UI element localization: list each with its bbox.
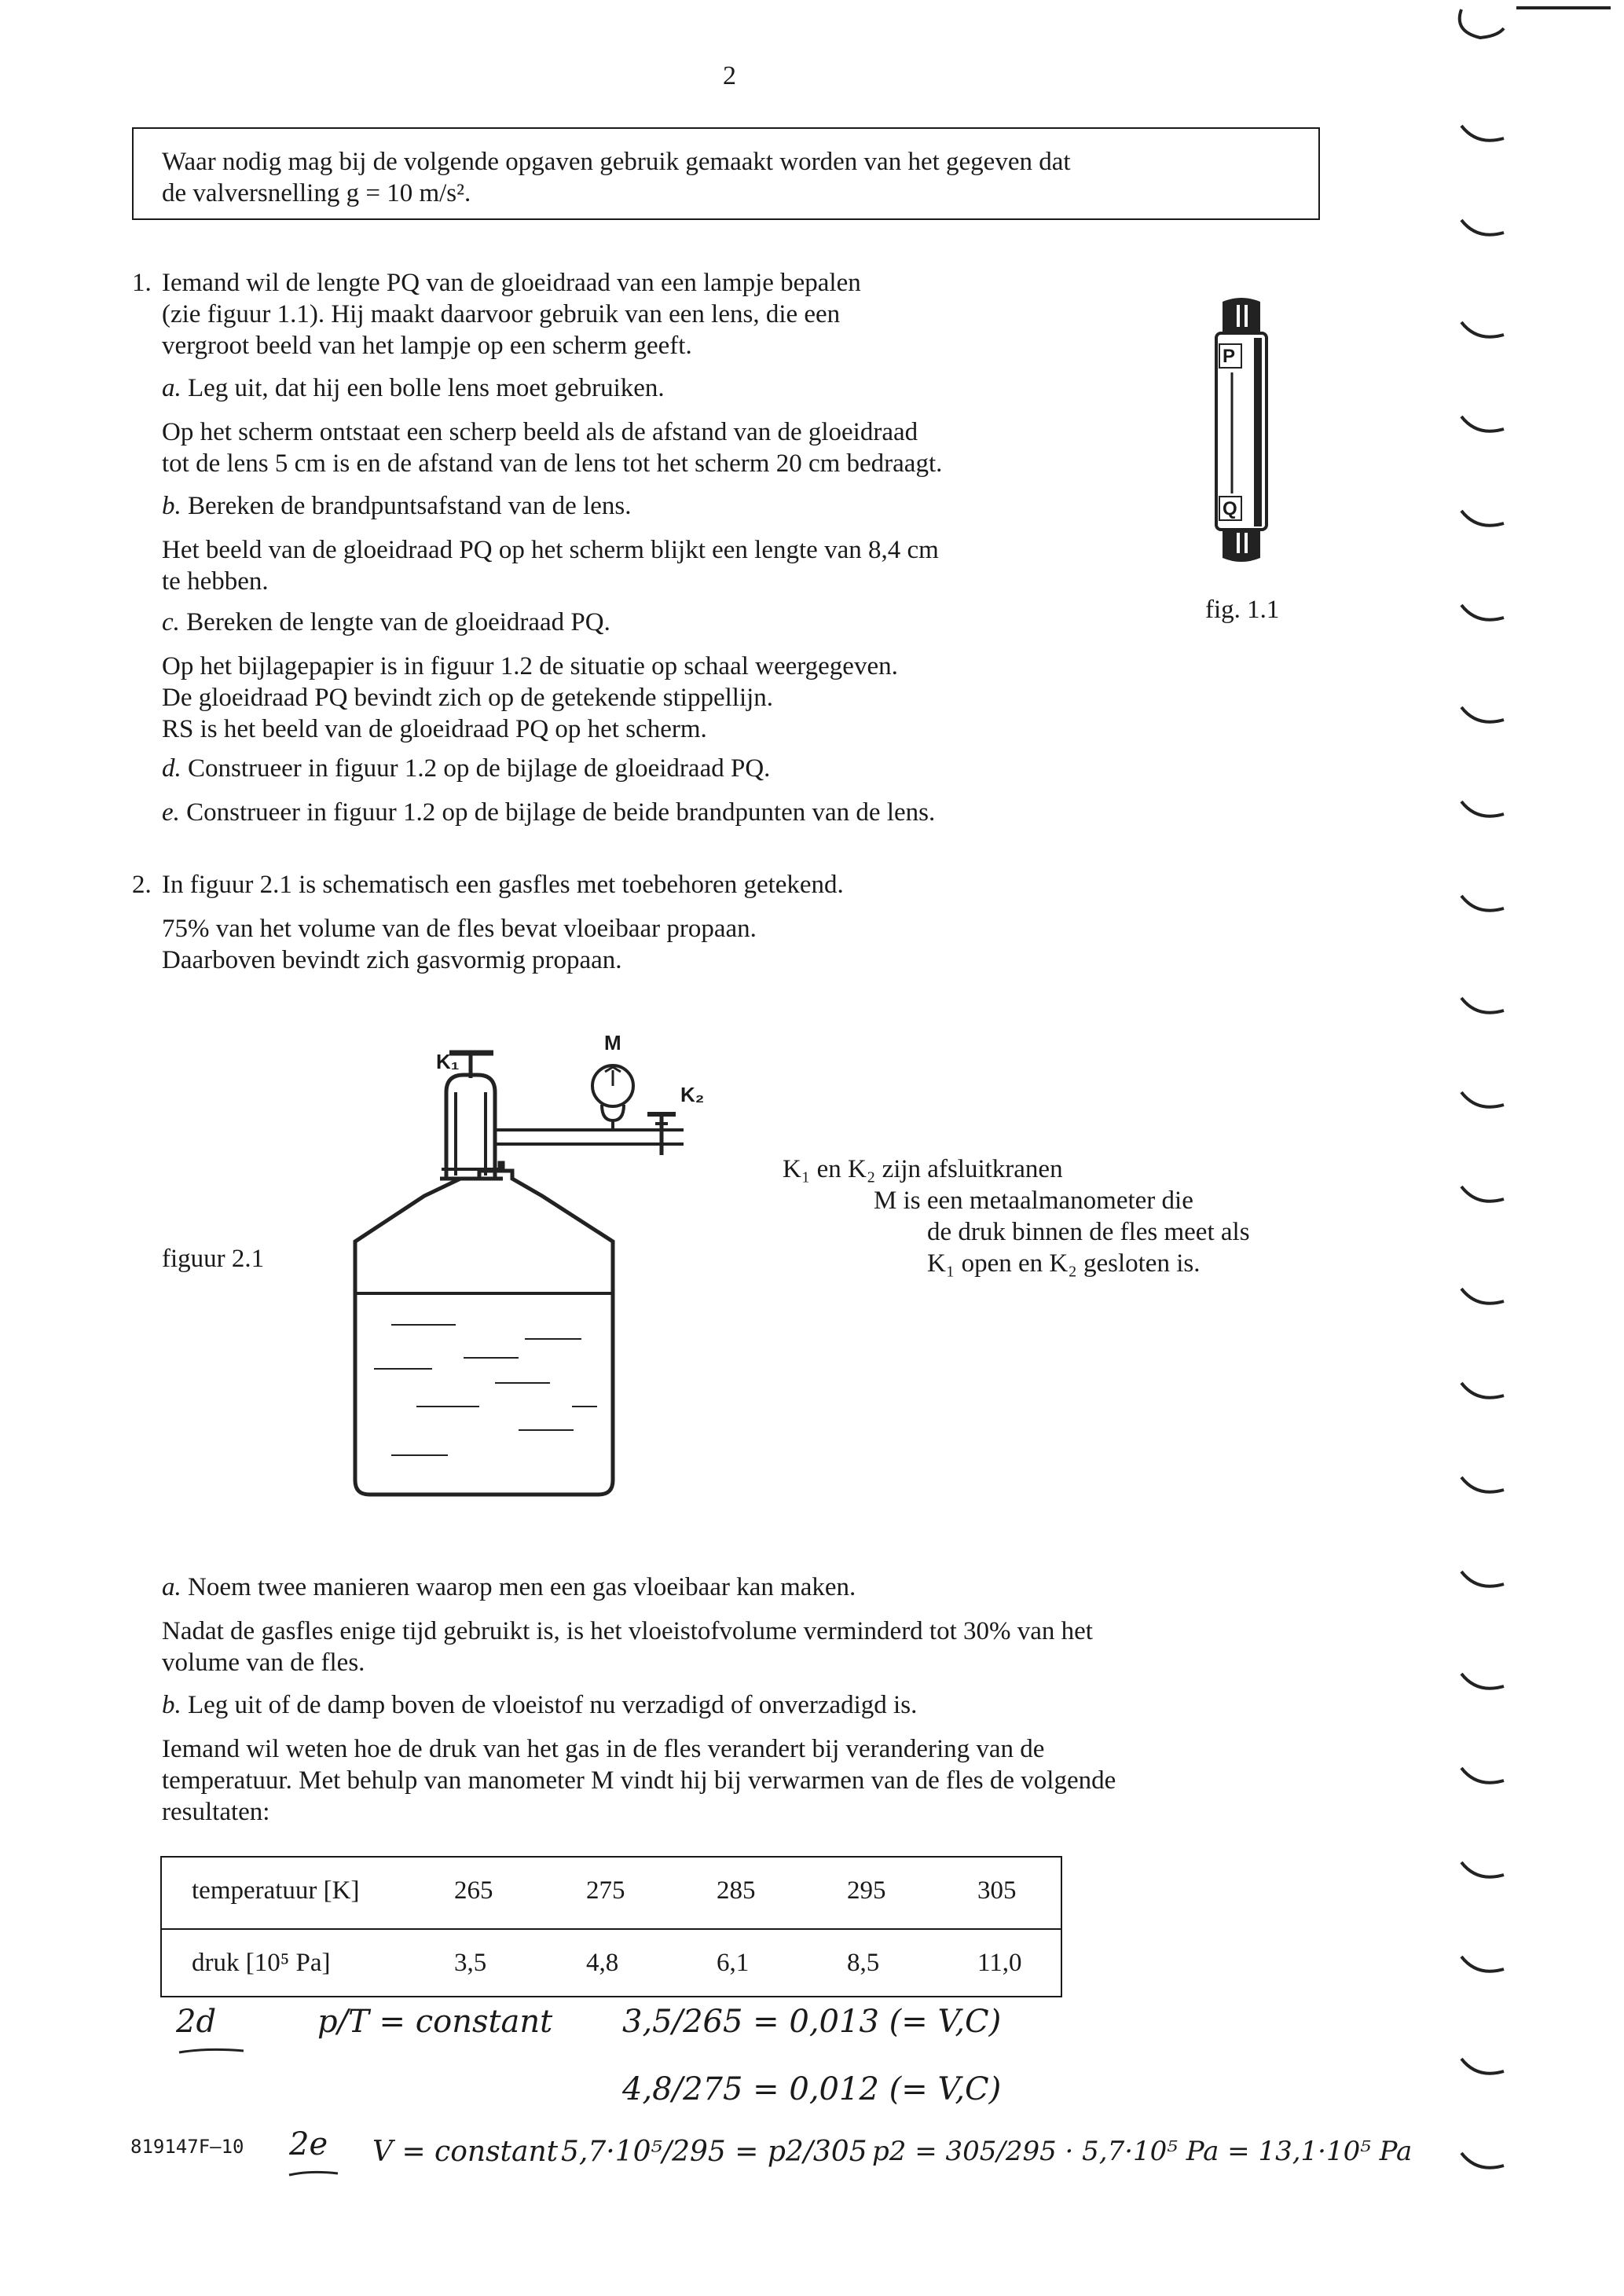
footer-code: 819147F–10 — [130, 2136, 244, 2158]
table-cell: 6,1 — [717, 1949, 750, 1977]
legend-line-4: K₁ open en K₂ gesloten is. — [927, 1249, 1201, 1278]
table-row-temperature — [162, 1858, 1061, 1928]
q1-a — [162, 372, 665, 404]
table-row-label: druk [10⁵ Pa] — [192, 1949, 331, 1977]
q2-a-label: a. — [162, 1573, 181, 1601]
notice-line-1: Waar nodig mag bij de volgende opgaven gebruik gemaakt worden van het gegeven dat — [162, 148, 1071, 176]
q1-a-label: a. — [162, 374, 181, 402]
q1-info-3-line-2: De gloeidraad PQ bevindt zich op de getekende stippellijn. — [162, 684, 774, 712]
binder-holes — [1446, 0, 1619, 2296]
q1-info-2-line-2: te hebben. — [162, 567, 269, 596]
q2-b — [162, 1689, 917, 1721]
lamp-label-q: Q — [1223, 498, 1237, 519]
hw-result-2e: p2 = 305/295 · 5,7·10⁵ Pa = 13,1·10⁵ Pa — [872, 2136, 1413, 2167]
lamp-bottom-pin — [1237, 533, 1240, 553]
q1-info-3 — [162, 651, 1223, 745]
q1-e-label: e. — [162, 798, 180, 827]
q1-info-1-line-1: Op het scherm ontstaat een scherp beeld als de afstand van de gloeidraad — [162, 418, 918, 446]
q1-info-3-line-1: Op het bijlagepapier is in figuur 1.2 de situatie op schaal weergegeven. — [162, 652, 898, 680]
legend-line-2: M is een metaalmanometer die — [874, 1187, 1193, 1215]
manometer-connector — [602, 1105, 624, 1130]
table-cell: 305 — [977, 1876, 1017, 1905]
q1-number: 1. — [132, 269, 152, 297]
q2-intro: In figuur 2.1 is schematisch een gasfles met toebehoren getekend. — [162, 871, 844, 899]
q2-info-1-line-2: Daarboven bevindt zich gasvormig propaan. — [162, 946, 622, 974]
q1-d — [162, 753, 770, 784]
table-row-pressure — [162, 1928, 1061, 2001]
legend-line-1: K₁ en K₂ zijn afsluitkranen — [783, 1155, 1063, 1183]
q1-d-label: d. — [162, 754, 181, 783]
fig-2-1-legend — [783, 1154, 1333, 1279]
q2-info-2-line-1: Nadat de gasfles enige tijd gebruikt is, is het vloeistofvolume verminderd tot 30% van het — [162, 1617, 1093, 1645]
fig-1-1-caption: fig. 1.1 — [1205, 596, 1280, 624]
q2-a — [162, 1572, 856, 1603]
lamp-top-pin — [1237, 305, 1240, 327]
q1-c-label: c. — [162, 608, 180, 636]
q2-info-1-line-1: 75% van het volume van de fles bevat vloeibaar propaan. — [162, 915, 757, 943]
q1-info-2 — [162, 534, 1223, 597]
notice-box — [132, 127, 1320, 220]
q1-intro — [162, 267, 1183, 361]
table-cell: 3,5 — [454, 1949, 487, 1977]
q2-info-2-line-2: volume van de fles. — [162, 1649, 365, 1677]
q2-info-3-line-3: resultaten: — [162, 1798, 270, 1826]
hw-label-2d: 2d — [176, 2004, 217, 2040]
q2-info-2 — [162, 1616, 1340, 1678]
q1-b — [162, 490, 631, 522]
q1-intro-line-3: vergroot beeld van het lampje op een scherm geeft. — [162, 332, 692, 360]
q1-d-text: Construeer in figuur 1.2 op de bijlage de gloeidraad PQ. — [188, 754, 771, 783]
hw-calc-2d-2: 4,8/275 = 0,012 (= V,C) — [622, 2071, 1002, 2107]
hw-formula-2e: V = constant — [372, 2136, 559, 2168]
q1-a-text: Leg uit, dat hij een bolle lens moet gebruiken. — [188, 374, 665, 402]
bottle-body — [355, 1163, 613, 1495]
q2-info-3-line-2: temperatuur. Met behulp van manometer M vindt hij bij verwarmen van de fles de volgende — [162, 1766, 1116, 1795]
q2-number: 2. — [132, 871, 152, 899]
table-cell: 265 — [454, 1876, 493, 1905]
q1-b-text: Bereken de brandpuntsafstand van de lens. — [188, 492, 632, 520]
q2-b-text: Leg uit of de damp boven de vloeistof nu verzadigd of onverzadigd is. — [188, 1691, 918, 1719]
valve-k1-housing — [446, 1075, 495, 1179]
q1-intro-line-1: Iemand wil de lengte PQ van de gloeidraad van een lampje bepalen — [162, 269, 861, 297]
table-cell: 295 — [847, 1876, 886, 1905]
q1-info-3-line-3: RS is het beeld van de gloeidraad PQ op het scherm. — [162, 715, 707, 743]
notice-line-2: de valversnelling g = 10 m/s². — [162, 179, 471, 207]
table-cell: 285 — [717, 1876, 756, 1905]
hw-underline-2d — [176, 2046, 247, 2057]
table-cell: 275 — [586, 1876, 625, 1905]
hw-formula-2d: p/T = constant — [317, 2004, 553, 2040]
hw-label-2e: 2e — [289, 2126, 328, 2162]
results-table — [160, 1856, 1062, 1997]
fig-label-m: M — [604, 1031, 621, 1054]
q1-info-1 — [162, 416, 1223, 479]
table-cell: 8,5 — [847, 1949, 880, 1977]
legend-line-3: de druk binnen de fles meet als — [927, 1218, 1250, 1246]
table-cell: 11,0 — [977, 1949, 1022, 1977]
q2-info-3 — [162, 1733, 1340, 1828]
q2-b-label: b. — [162, 1691, 181, 1719]
q1-info-2-line-1: Het beeld van de gloeidraad PQ op het scherm blijkt een lengte van 8,4 cm — [162, 536, 939, 564]
page-number: 2 — [723, 61, 736, 90]
q1-intro-line-2: (zie figuur 1.1). Hij maakt daarvoor gebruik van een lens, die een — [162, 300, 841, 328]
q1-b-label: b. — [162, 492, 181, 520]
lamp-bottom-pin-2 — [1245, 533, 1248, 553]
lamp-bottom-cap — [1223, 530, 1260, 562]
table-cell: 4,8 — [586, 1949, 619, 1977]
binder-hole-marks — [1460, 8, 1611, 2168]
hw-calc-2e: 5,7·10⁵/295 = p2/305 — [561, 2136, 867, 2168]
q1-c — [162, 607, 610, 638]
hw-underline-2e — [286, 2169, 341, 2180]
q1-e-text: Construeer in figuur 1.2 op de bijlage de beide brandpunten van de lens. — [186, 798, 936, 827]
q1-e — [162, 797, 935, 828]
q2-info-3-line-1: Iemand wil weten hoe de druk van het gas in de fles verandert bij verandering van de — [162, 1735, 1045, 1763]
lamp-figure — [1202, 297, 1281, 580]
q1-c-text: Bereken de lengte van de gloeidraad PQ. — [186, 608, 610, 636]
hw-calc-2d-1: 3,5/265 = 0,013 (= V,C) — [622, 2004, 1002, 2040]
q2-info-1 — [162, 913, 1183, 976]
lamp-label-p: P — [1223, 346, 1236, 367]
table-row-label: temperatuur [K] — [192, 1876, 360, 1905]
fig-label-k1: K₁ — [436, 1050, 460, 1073]
lamp-top-cap — [1223, 298, 1260, 335]
lamp-top-pin-2 — [1245, 305, 1248, 327]
q2-a-text: Noem twee manieren waarop men een gas vloeibaar kan maken. — [188, 1573, 856, 1601]
fig-label-k2: K₂ — [680, 1083, 705, 1106]
q1-info-1-line-2: tot de lens 5 cm is en de afstand van de lens tot het scherm 20 cm bedraagt. — [162, 449, 943, 478]
lamp-shade — [1254, 338, 1262, 526]
fig-2-1-caption: figuur 2.1 — [162, 1245, 265, 1273]
